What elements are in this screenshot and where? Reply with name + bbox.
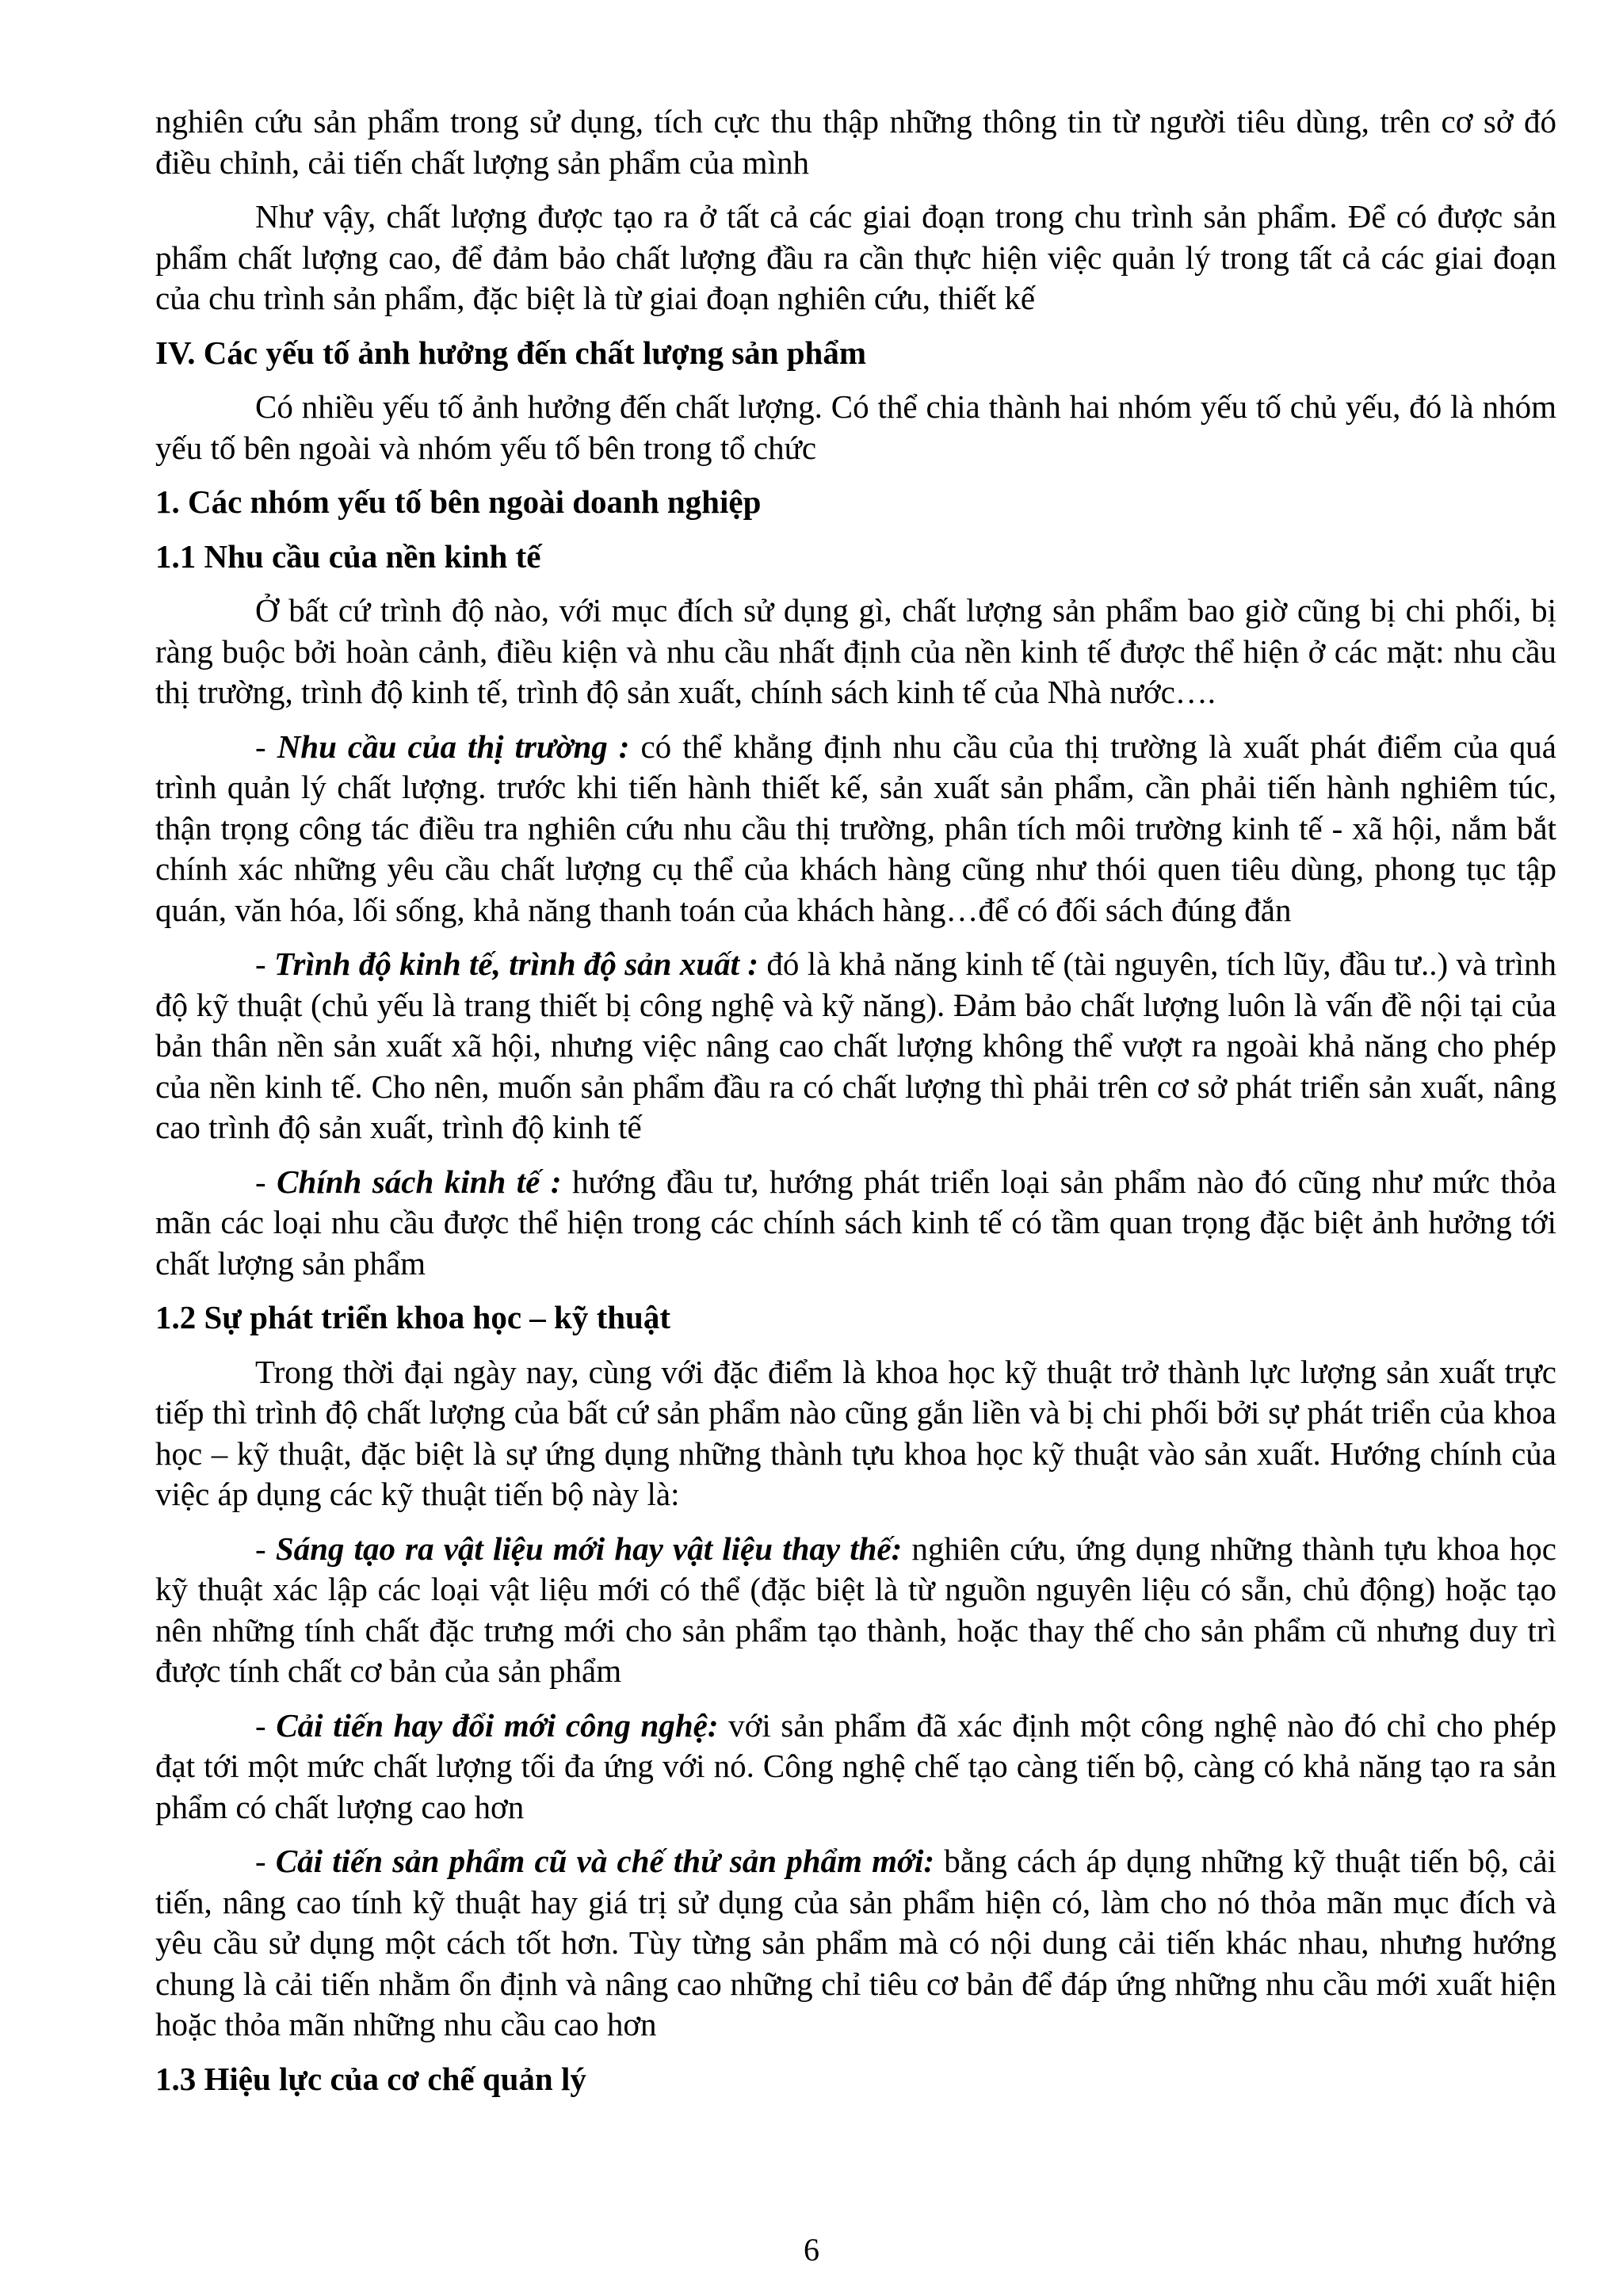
bullet-technology-innovation	[155, 1706, 1556, 1828]
bullet-dash: -	[255, 728, 277, 765]
bullet-text: với sản phẩm đã xác định một công nghệ nào đó chỉ cho phép đạt tới một mức chất lượng tối đa ứng với nó. Công nghệ chế tạo càng tiến bộ, càng có khả năng tạo ra sản phẩm có chất lượng cao hơn	[155, 1706, 1556, 1825]
bullet-term: Nhu cầu của thị trường :	[277, 728, 630, 765]
bullet-economic-policy	[155, 1162, 1556, 1285]
paragraph-summary: Như vậy, chất lượng được tạo ra ở tất cả các giai đoạn trong chu trình sản phẩm. Để có được sản phẩm chất lượng cao, để đảm bảo chất lượng đầu ra cần thực hiện việc quản lý trong tất cả các giai đoạn của chu trình sản phẩm, đặc biệt là từ giai đoạn nghiên cứu, thiết kế	[155, 198, 1556, 316]
bullet-dash: -	[255, 1843, 276, 1879]
paragraph-continued: nghiên cứu sản phẩm trong sử dụng, tích cực thu thập những thông tin từ người tiêu dùng, trên cơ sở đó điều chỉnh, cải tiến chất lượng sản phẩm của mình	[155, 103, 1556, 181]
bullet-text: bằng cách áp dụng những kỹ thuật tiến bộ, cải tiến, nâng cao tính kỹ thuật hay giá trị sử dụng của sản phẩm hiện có, làm cho nó thỏa mãn mục đích và yêu cầu sử dụng một cách tốt hơn. Tùy từng sản phẩm mà có nội dung cải tiến khác nhau, nhưng hướng chung là cải tiến nhằm ổn định và nâng cao những chỉ tiêu cơ bản để đáp ứng những nhu cầu mới xuất hiện hoặc thỏa mãn những nhu cầu cao hơn	[155, 1843, 1556, 2042]
bullet-text: nghiên cứu, ứng dụng những thành tựu khoa học kỹ thuật xác lập các loại vật liệu mới có thể (đặc biệt là từ nguồn nguyên liệu có sẵn, chủ động) hoặc tạo nên những tính chất đặc trưng mới cho sản phẩm tạo thành, hoặc thay thế cho sản phẩm cũ nhưng duy trì được tính chất cơ bản của sản phẩm	[155, 1530, 1556, 1689]
bullet-economic-level	[155, 944, 1556, 1148]
bullet-product-improvement	[155, 1841, 1556, 2046]
bullet-market-demand	[155, 727, 1556, 931]
paragraph-intro-factors: Có nhiều yếu tố ảnh hưởng đến chất lượng. Có thể chia thành hai nhóm yếu tố chủ yếu, đó là nhóm yếu tố bên ngoài và nhóm yếu tố bên trong tổ chức	[155, 388, 1556, 466]
paragraph-economy-needs: Ở bất cứ trình độ nào, với mục đích sử dụng gì, chất lượng sản phẩm bao giờ cũng bị chi phối, bị ràng buộc bởi hoàn cảnh, điều kiện và nhu cầu nhất định của nền kinh tế được thể hiện ở các mặt: nhu cầu thị trường, trình độ kinh tế, trình độ sản xuất, chính sách kinh tế của Nhà nước….	[155, 592, 1556, 710]
bullet-term: Chính sách kinh tế :	[277, 1163, 562, 1200]
bullet-term: Cải tiến sản phẩm cũ và chế thử sản phẩm mới:	[275, 1843, 935, 1879]
bullet-text: hướng đầu tư, hướng phát triển loại sản phẩm nào đó cũng như mức thỏa mãn các loại nhu cầu được thể hiện trong các chính sách kinh tế có tầm quan trọng đặc biệt ảnh hưởng tới chất lượng sản phẩm	[155, 1163, 1557, 1282]
subsection-heading-1-1: 1.1 Nhu cầu của nền kinh tế	[155, 537, 541, 575]
subsection-heading-1-3: 1.3 Hiệu lực của cơ chế quản lý	[155, 2060, 586, 2097]
bullet-dash: -	[255, 1530, 276, 1567]
bullet-text: có thể khẳng định nhu cầu của thị trường là xuất phát điểm của quá trình quản lý chất lượng. trước khi tiến hành thiết kế, sản xuất sản phẩm, cần phải tiến hành nghiêm túc, thận trọng công tác điều tra nghiên cứu nhu cầu thị trường, phân tích môi trường kinh tế - xã hội, nắm bắt chính xác những yêu cầu chất lượng cụ thể của khách hàng cũng như thói quen tiêu dùng, phong tục tập quán, văn hóa, lối sống, khả năng thanh toán của khách hàng…để có đối sách đúng đắn	[155, 728, 1557, 928]
paragraph-science-tech: Trong thời đại ngày nay, cùng với đặc điểm là khoa học kỹ thuật trở thành lực lượng sản xuất trực tiếp thì trình độ chất lượng của bất cứ sản phẩm nào cũng gắn liền và bị chi phối bởi sự phát triển của khoa học – kỹ thuật, đặc biệt là sự ứng dụng những thành tựu khoa học kỹ thuật vào sản xuất. Hướng chính của việc áp dụng các kỹ thuật tiến bộ này là:	[155, 1353, 1556, 1512]
bullet-term: Cải tiến hay đổi mới công nghệ:	[276, 1706, 719, 1744]
bullet-term: Trình độ kinh tế, trình độ sản xuất :	[274, 946, 759, 982]
bullet-dash: -	[255, 1706, 277, 1744]
page-number: 6	[804, 2232, 819, 2267]
bullet-term: Sáng tạo ra vật liệu mới hay vật liệu thay thế:	[275, 1530, 903, 1567]
subsection-heading-1: 1. Các nhóm yếu tố bên ngoài doanh nghiệp	[155, 483, 762, 520]
section-heading-iv: IV. Các yếu tố ảnh hưởng đến chất lượng sản phẩm	[155, 334, 866, 371]
subsection-heading-1-2: 1.2 Sự phát triển khoa học – kỹ thuật	[155, 1299, 670, 1335]
bullet-dash: -	[255, 1163, 277, 1200]
bullet-new-materials	[155, 1529, 1556, 1692]
document-body	[155, 101, 1556, 2113]
bullet-text: đó là khả năng kinh tế (tài nguyên, tích lũy, đầu tư..) và trình độ kỹ thuật (chủ yếu là trang thiết bị công nghệ và kỹ năng). Đảm bảo chất lượng luôn là vấn đề nội tại của bản thân nền sản xuất xã hội, nhưng việc nâng cao chất lượng không thể vượt ra ngoài khả năng cho phép của nền kinh tế. Cho nên, muốn sản phẩm đầu ra có chất lượng thì phải trên cơ sở phát triển sản xuất, nâng cao trình độ sản xuất, trình độ kinh tế	[155, 946, 1556, 1145]
bullet-dash: -	[255, 946, 274, 982]
